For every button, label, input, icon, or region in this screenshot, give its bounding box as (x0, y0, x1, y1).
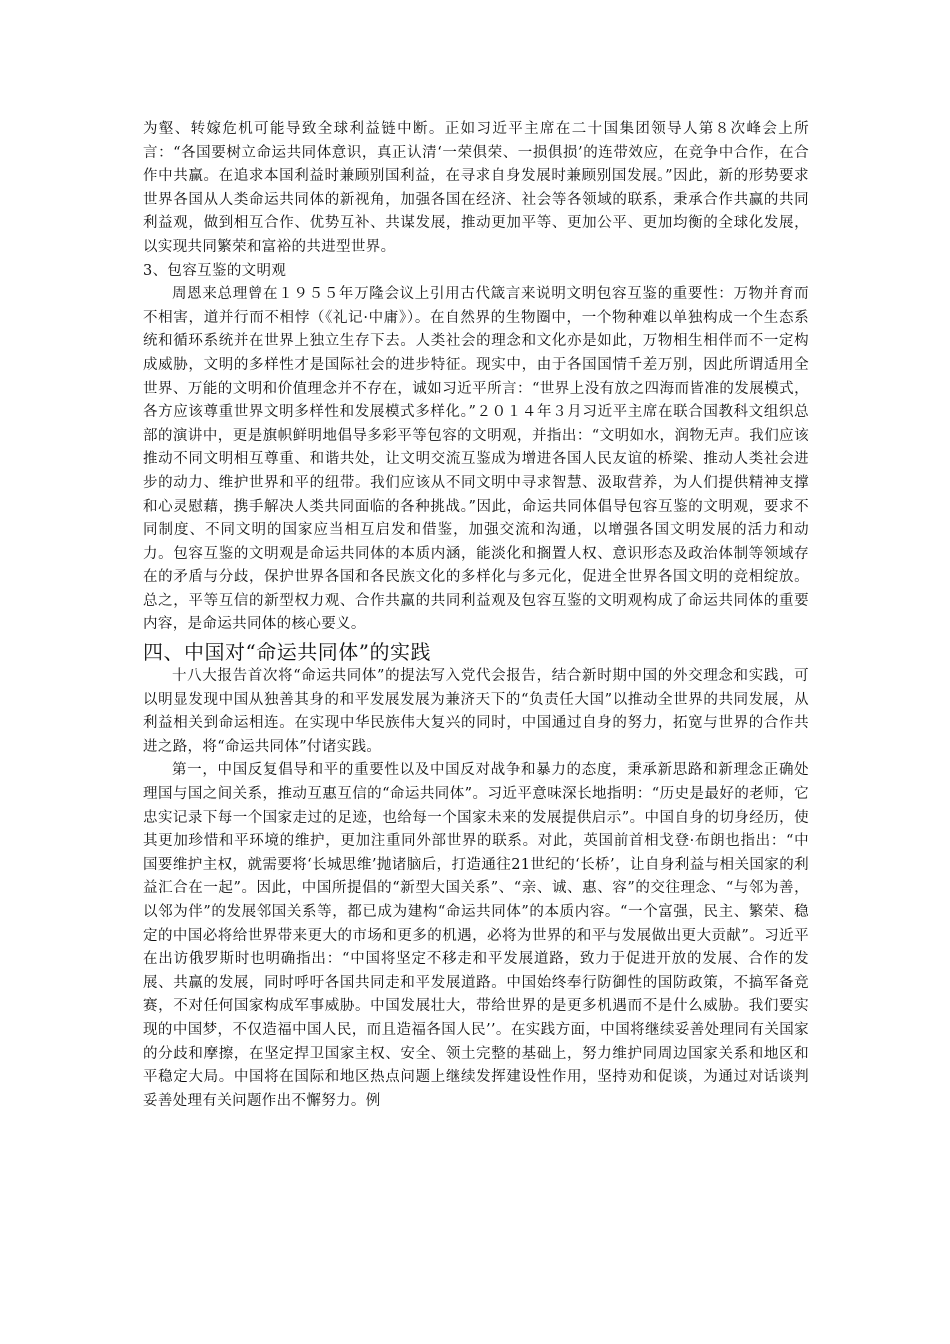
paragraph-civilization-view: 周恩来总理曾在１９５５年万隆会议上引用古代箴言来说明文明包容互鉴的重要性：万物并育而不相害，道并行而不相悖（《礼记·中庸》）。在自然界的生物圈中，一个物种难以单独构成一个生态系统和循环系统并在世界上独立生存下去。人类社会的理念和文化亦是如此，万物相生相伴而不一定构成威胁，文明的多样性才是国际社会的进步特征。现实中，由于各国国情千差万别，因此所谓适用全世界、万能的文明和价值理念并不存在，诚如习近平所言：“世界上没有放之四海而皆准的发展模式，各方应该尊重世界文明多样性和发展模式多样化。”２０１４年３月习近平主席在联合国教科文组织总部的演讲中，更是旗帜鲜明地倡导多彩平等包容的文明观，并指出：“文明如水，润物无声。我们应该推动不同文明相互尊重、和谐共处，让文明交流互鉴成为增进各国人民友谊的桥梁、推动人类社会进步的动力、维护世界和平的纽带。我们应该从不同文明中寻求智慧、汲取营养，为人们提供精神支撑和心灵慰藉，携手解决人类共同面临的各种挑战。”因此，命运共同体倡导包容互鉴的文明观，要求不同制度、不同文明的国家应当相互启发和借鉴，加强交流和沟通，以增强各国文明发展的活力和动力。包容互鉴的文明观是命运共同体的本质内涵，能淡化和搁置人权、意识形态及政治体制等领域存在的矛盾与分歧，保护世界各国和各民族文化的多样化与多元化，促进全世界各国文明的竞相绽放。总之，平等互信的新型权力观、合作共赢的共同利益观及包容互鉴的文明观构成了命运共同体的重要内容，是命运共同体的核心要义。 (143, 286, 809, 633)
paragraph-common-interest: 为壑、转嫁危机可能导致全球利益链中断。正如习近平主席在二十国集团领导人第８次峰会上所言：“各国要树立命运共同体意识，真正认清‘一荣俱荣、一损俱损’的连带效应，在竞争中合作，在合作中共赢。在追求本国利益时兼顾别国利益，在寻求自身发展时兼顾别国发展。”因此，新的形势要求世界各国从人类命运共同体的新视角，加强各国在经济、社会等各领域的联系，秉承合作共赢的共同利益观，做到相互合作、优势互补、共谋发展，推动更加平等、更加公平、更加均衡的全球化发展，以实现共同繁荣和富裕的共进型世界。 (143, 121, 809, 255)
section-heading-china-practice: 四、中国对“命运共同体”的实践 (143, 640, 431, 665)
subheading-civilization-view: 3、包容互鉴的文明观 (143, 262, 287, 279)
paragraph-eighteenth-congress: 十八大报告首次将“命运共同体”的提法写入党代会报告，结合新时期中国的外交理念和实践，可以明显发现中国从独善其身的和平发展发展为兼济天下的“负责任大国”以推动全世界的共同发展，从利益相关到命运相连。在实现中华民族伟大复兴的同时，中国通过自身的努力，拓宽与世界的合作共进之路，将“命运共同体”付诸实践。 (143, 668, 809, 755)
paragraph-first-point: 第一，中国反复倡导和平的重要性以及中国反对战争和暴力的态度，秉承新思路和新理念正确处理国与国之间关系，推动互惠互信的“命运共同体”。习近平意味深长地指明：“历史是最好的老师，它忠实记录下每一个国家走过的足迹，也给每一个国家未来的发展提供启示”。中国自身的切身经历，使其更加珍惜和平环境的维护，更加注重同外部世界的联系。对此，英国前首相戈登·布朗也指出：“中国要维护主权，就需要将‘长城思维’抛诸脑后，打造通往21世纪的‘长桥’，让自身利益与相关国家的利益汇合在一起”。因此，中国所提倡的“新型大国关系”、“亲、诚、惠、容”的交往理念、“与邻为善，以邻为伴”的发展邻国关系等，都已成为建构“命运共同体”的本质内容。“一个富强，民主、繁荣、稳定的中国必将给世界带来更大的市场和更多的机遇，必将为世界的和平与发展做出更大贡献”。习近平在出访俄罗斯时也明确指出：“中国将坚定不移走和平发展道路，致力于促进开放的发展、合作的发展、共赢的发展，同时呼吁各国共同走和平发展道路。中国始终奉行防御性的国防政策，不搞军备竞赛，不对任何国家构成军事威胁。中国发展壮大，带给世界的是更多机遇而不是什么威胁。我们要实现的中国梦，不仅造福中国人民，而且造福各国人民’’。在实践方面，中国将继续妥善处理同有关国家的分歧和摩擦，在坚定捍卫国家主权、安全、领土完整的基础上，努力维护同周边国家关系和地区和平稳定大局。中国将在国际和地区热点问题上继续发挥建设性作用，坚持劝和促谈，为通过对话谈判妥善处理有关问题作出不懈努力。例 (143, 762, 809, 1109)
document-body (143, 118, 809, 1113)
